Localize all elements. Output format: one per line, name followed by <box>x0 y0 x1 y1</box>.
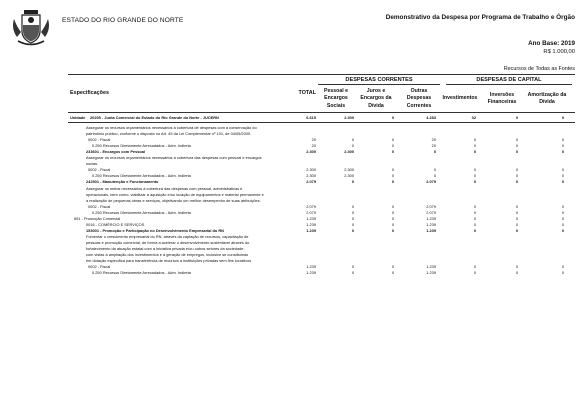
row-value-investments: 0 <box>473 203 476 209</box>
row-value-amortization: 0 <box>561 179 564 185</box>
row-value-financial-inversions: 0 <box>515 173 518 179</box>
row-label: 0002 - Fiscal <box>88 264 111 270</box>
row-label: patrimônio público, conforme o disposto no Art. 45 da Lei Complementar nº 101, de 04/05/2000. <box>86 131 252 137</box>
row-label: 0.250 Recursos Diretamente Arrecadados - Adm. Indireta <box>92 143 191 149</box>
group-current-expenses: DESPESAS CORRENTES <box>345 77 413 83</box>
row-value-personnel: 0 <box>351 215 354 221</box>
row-value-total: 2.079 <box>306 179 316 185</box>
row-value-personnel: 0 <box>351 227 354 233</box>
row-value-financial-inversions: 0 <box>515 149 518 155</box>
state-name: ESTADO DO RIO GRANDE DO NORTE <box>62 17 184 24</box>
row-label: 0.250 Recursos Diretamente Arrecadados - Adm. Indireta <box>92 209 191 215</box>
row-value-total: 20 <box>311 137 316 143</box>
row-value-personnel: 2.300 <box>344 149 354 155</box>
row-value-other-current: 0 <box>433 173 436 179</box>
row-value-interest: 0 <box>391 149 394 155</box>
row-value-amortization: 0 <box>561 203 564 209</box>
row-value-investments: 0 <box>473 143 476 149</box>
row-value-total: 1.239 <box>306 270 316 276</box>
row-label: 0002 - Fiscal <box>88 167 111 173</box>
row-value-total: 2.079 <box>306 203 316 209</box>
row-value-financial-inversions: 0 <box>515 227 518 233</box>
row-value-interest: 0 <box>391 179 394 185</box>
header-rule-bottom <box>68 112 575 113</box>
row-value-investments: 0 <box>473 227 476 233</box>
row-label: a realização de pequenas obras e serviços, objetivando um melhor desempenho de suas atribuições. <box>86 197 261 203</box>
row-value-interest: 0 <box>391 264 394 270</box>
row-value-investments: 0 <box>473 270 476 276</box>
row-value-personnel: 0 <box>351 203 354 209</box>
table-row <box>0 270 585 276</box>
row-value-investments: 0 <box>473 264 476 270</box>
row-label: 0002 - Fiscal <box>88 203 111 209</box>
row-value-total: 1.239 <box>306 215 316 221</box>
row-value-amortization: 0 <box>561 264 564 270</box>
row-value-amortization: 0 <box>561 143 564 149</box>
row-value-financial-inversions: 0 <box>515 215 518 221</box>
group-current-underline <box>318 84 440 85</box>
unit-row-rule <box>68 122 575 123</box>
row-value-financial-inversions: 0 <box>515 137 518 143</box>
row-label: operacionais, bem como, viabilizar a aquisição e/ou locação de equipamentos e material permanente e <box>86 191 264 197</box>
row-value-total: 1.239 <box>306 227 316 233</box>
column-amortization: Amortização da Dívida <box>527 92 567 106</box>
unit-personnel: 2.300 <box>344 115 354 120</box>
unit-label: 20205 - Junta Comercial do Estado do Rio Grande do Norte - JUCERN <box>90 115 219 120</box>
state-coat-of-arms-icon <box>8 7 54 49</box>
row-value-investments: 0 <box>473 167 476 173</box>
unit-amortization: 0 <box>561 115 564 120</box>
row-value-financial-inversions: 0 <box>515 221 518 227</box>
row-value-other-current: 1.239 <box>426 221 436 227</box>
row-value-investments: 0 <box>473 137 476 143</box>
row-value-other-current: 1.239 <box>426 270 436 276</box>
row-value-other-current: 20 <box>431 137 436 143</box>
row-value-other-current: 1.239 <box>426 264 436 270</box>
row-value-other-current: 1.239 <box>426 227 436 233</box>
row-label: Assegurar os recursos orçamentários necessários à cobertura das despesas com pessoal e encargos <box>86 155 262 161</box>
row-value-investments: 0 <box>473 221 476 227</box>
unit-interest: 0 <box>391 115 394 120</box>
row-value-other-current: 0 <box>433 167 436 173</box>
row-value-investments: 0 <box>473 173 476 179</box>
row-value-interest: 0 <box>391 167 394 173</box>
row-label: 0016 - COMÉRCIO E SERVIÇOS <box>86 221 145 227</box>
row-value-interest: 0 <box>391 221 394 227</box>
row-value-personnel: 0 <box>351 221 354 227</box>
row-value-personnel: 0 <box>351 209 354 215</box>
resources-note: Recursos de Todas as Fontes <box>503 66 575 72</box>
row-value-interest: 0 <box>391 143 394 149</box>
row-value-total: 1.239 <box>306 221 316 227</box>
row-value-total: 2.300 <box>306 149 316 155</box>
row-value-other-current: 2.079 <box>426 179 436 185</box>
row-value-interest: 0 <box>391 203 394 209</box>
row-label: socias. <box>86 161 99 167</box>
row-value-financial-inversions: 0 <box>515 209 518 215</box>
row-label: 153001 - Promoção e Participação no Desenvolvimento Empresarial do RN <box>86 227 224 233</box>
row-value-financial-inversions: 0 <box>515 203 518 209</box>
row-value-amortization: 0 <box>561 209 564 215</box>
row-value-amortization: 0 <box>561 167 564 173</box>
row-value-interest: 0 <box>391 173 394 179</box>
unit-investments: 32 <box>471 115 476 120</box>
row-value-amortization: 0 <box>561 215 564 221</box>
row-label: em dotação específica para transferência de recursos a instituições privadas sem fins lucrativos <box>86 258 252 264</box>
row-value-personnel: 0 <box>351 264 354 270</box>
row-value-other-current: 0 <box>433 149 436 155</box>
row-value-total: 2.300 <box>306 167 316 173</box>
currency-unit: R$ 1.000,00 <box>543 49 575 55</box>
report-title: Demonstrativo da Despesa por Programa de Trabalho e Órgão <box>385 14 575 21</box>
row-value-amortization: 0 <box>561 137 564 143</box>
row-value-financial-inversions: 0 <box>515 167 518 173</box>
row-value-personnel: 0 <box>351 143 354 149</box>
row-label: 242501 - Manutenção e Funcionamento <box>86 179 159 185</box>
row-value-personnel: 0 <box>351 270 354 276</box>
row-value-amortization: 0 <box>561 270 564 276</box>
row-label: com vistas à ampliação dos investimentos e à geração de empregos, inclusive se constituindo <box>86 252 249 258</box>
row-label: 0002 - Fiscal <box>88 137 111 143</box>
row-label: Assegurar os recursos orçamentários necessários à cobertura de despesas com a conservação do <box>86 125 257 130</box>
row-value-amortization: 0 <box>561 221 564 227</box>
unit-prefix: Unidade <box>70 115 86 120</box>
header-rule-top <box>68 74 575 75</box>
row-value-other-current: 20 <box>431 143 436 149</box>
row-value-interest: 0 <box>391 215 394 221</box>
row-value-financial-inversions: 0 <box>515 179 518 185</box>
row-value-investments: 0 <box>473 149 476 155</box>
row-value-interest: 0 <box>391 209 394 215</box>
column-personnel: Pessoal e Encargos Sociais <box>324 88 348 109</box>
row-value-financial-inversions: 0 <box>515 270 518 276</box>
column-interest: Juros e Encargos da Dívida <box>360 88 392 109</box>
row-value-total: 2.079 <box>306 209 316 215</box>
column-total: TOTAL <box>298 90 316 96</box>
row-value-total: 2.300 <box>306 173 316 179</box>
row-value-other-current: 1.239 <box>426 215 436 221</box>
row-value-financial-inversions: 0 <box>515 264 518 270</box>
row-value-total: 20 <box>311 143 316 149</box>
row-value-interest: 0 <box>391 137 394 143</box>
unit-row <box>0 115 585 121</box>
row-label: 691 - Promoção Comercial <box>74 215 121 221</box>
row-label: 0.250 Recursos Diretamente Arrecadados - Adm. Indireta <box>92 270 191 276</box>
unit-financial-inversions: 0 <box>515 115 518 120</box>
row-value-financial-inversions: 0 <box>515 143 518 149</box>
base-year: Ano Base: 2019 <box>528 40 575 47</box>
column-specifications: Especificações <box>70 90 109 96</box>
column-investments: Investimentos <box>442 95 478 101</box>
row-label: 233601 - Encargos com Pessoal <box>86 149 146 155</box>
row-label: Fomentar o crescimento empresarial do RN, através da captação de recursos, capacitação de <box>86 233 249 239</box>
row-value-personnel: 2.300 <box>344 167 354 173</box>
row-value-total: 1.239 <box>306 264 316 270</box>
group-capital-underline <box>446 84 572 85</box>
row-value-amortization: 0 <box>561 173 564 179</box>
row-value-other-current: 2.079 <box>426 209 436 215</box>
row-value-personnel: 2.300 <box>344 173 354 179</box>
row-value-investments: 0 <box>473 209 476 215</box>
row-value-amortization: 0 <box>561 227 564 233</box>
group-capital-expenses: DESPESAS DE CAPITAL <box>476 77 542 83</box>
row-label: pessoas e promoção comercial, de forma a acelerar o desenvolvimento sustentável através do <box>86 239 250 245</box>
row-value-amortization: 0 <box>561 149 564 155</box>
column-other-current: Outras Despesas Correntes <box>406 88 432 109</box>
row-value-investments: 0 <box>473 179 476 185</box>
row-value-other-current: 2.079 <box>426 203 436 209</box>
column-financial-inversions: Inversões Financeiras <box>487 92 517 106</box>
row-label: 0.250 Recursos Diretamente Arrecadados - Adm. Indireta <box>92 173 191 179</box>
row-value-personnel: 0 <box>351 179 354 185</box>
row-value-investments: 0 <box>473 215 476 221</box>
row-value-interest: 0 <box>391 270 394 276</box>
row-label: fortalecimento da atuação estatal com a iniciativa privada e/ou outros setores da sociedade, <box>86 246 245 251</box>
row-value-personnel: 0 <box>351 137 354 143</box>
row-value-interest: 0 <box>391 227 394 233</box>
unit-other-current: 4.283 <box>426 115 436 120</box>
unit-total: 6.615 <box>306 115 316 120</box>
row-label: Assegurar os meios necessários à cobertura das despesas com pessoal, administrativas e <box>86 185 243 191</box>
